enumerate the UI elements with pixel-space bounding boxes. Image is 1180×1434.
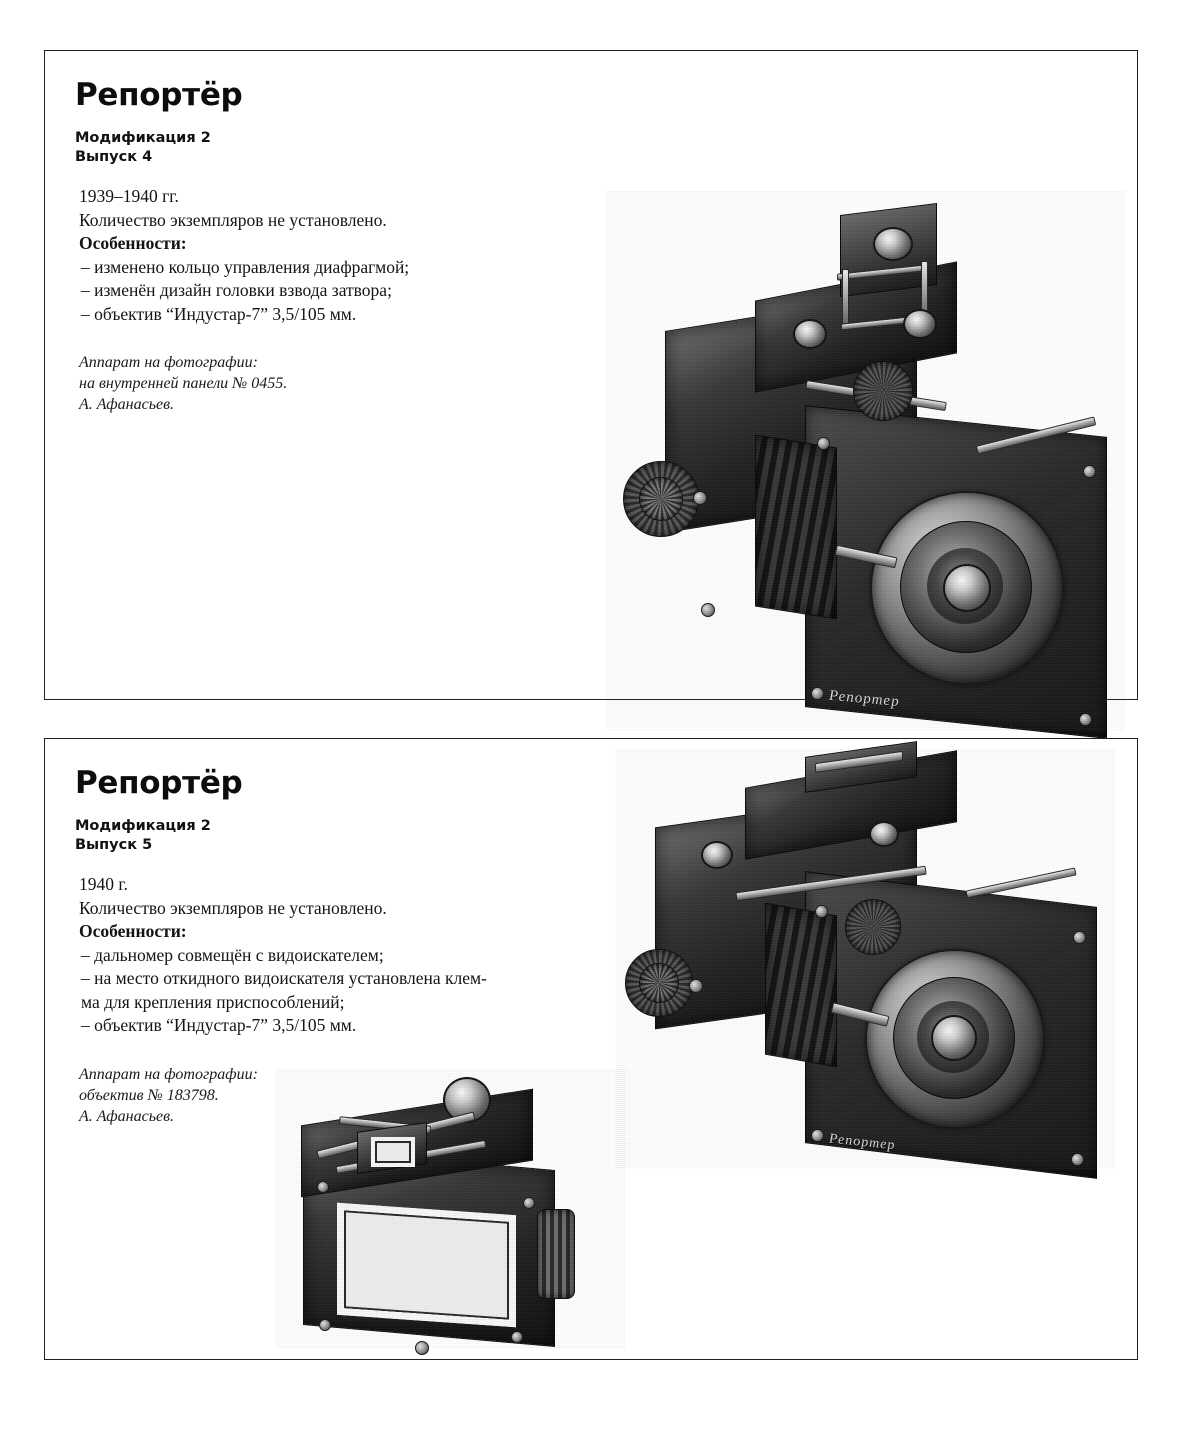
page-title-2: Репортёр bbox=[75, 765, 243, 801]
entry-2-feature-2-cont: ма для крепления приспособлений; bbox=[81, 991, 345, 1012]
entry-1-quantity: Количество экземпляров не установлено. bbox=[79, 209, 387, 230]
camera-photo-reporter-mod2-issue5-back bbox=[275, 1069, 625, 1349]
entry-1-camera-engraving: Репортер bbox=[829, 687, 900, 711]
entry-1-feature-2: – изменён дизайн головки взвода затвора; bbox=[81, 280, 392, 300]
entry-1-note-line-2: на внутренней панели № 0455. bbox=[79, 375, 288, 392]
entry-2-years: 1940 г. bbox=[79, 874, 128, 894]
camera-photo-reporter-mod2-issue5-front bbox=[615, 749, 1115, 1169]
entry-2-feature-1: – дальномер совмещён с видоискателем; bbox=[81, 944, 384, 965]
entry-2-issue: Выпуск 5 bbox=[75, 837, 153, 853]
page-title: Репортёр bbox=[75, 77, 243, 113]
entry-2-feature-3: – объектив “Индустар-7” 3,5/105 мм. bbox=[81, 1015, 357, 1035]
catalog-entry-2 bbox=[44, 738, 1138, 1360]
entry-2-camera-engraving: Репортер bbox=[829, 1131, 896, 1154]
entry-1-note-line-3: А. Афанасьев. bbox=[79, 396, 175, 413]
entry-2-feature-2: – на место откидного видоискателя установлена клем- bbox=[81, 968, 487, 988]
entry-1-feature-3: – объектив “Индустар-7” 3,5/105 мм. bbox=[81, 303, 357, 324]
entry-1-modification: Модификация 2 bbox=[75, 130, 211, 146]
entry-2-note-line-2: объектив № 183798. bbox=[79, 1086, 219, 1104]
camera-photo-reporter-mod2-issue4 bbox=[605, 191, 1125, 731]
entry-2-features-label: Особенности: bbox=[79, 921, 187, 941]
entry-1-note bbox=[75, 352, 685, 415]
entry-1-body bbox=[75, 185, 685, 326]
entry-2-body bbox=[75, 873, 685, 1038]
entry-2-note-line-1: Аппарат на фотографии: bbox=[79, 1065, 258, 1083]
entry-2-quantity: Количество экземпляров не установлено. bbox=[79, 897, 387, 918]
entry-1-text-column bbox=[45, 51, 685, 415]
entry-2-note-line-3: А. Афанасьев. bbox=[79, 1107, 175, 1125]
entry-1-features-label: Особенности: bbox=[79, 233, 187, 253]
entry-1-note-line-1: Аппарат на фотографии: bbox=[79, 354, 258, 371]
entry-2-modification: Модификация 2 bbox=[75, 818, 211, 834]
entry-1-feature-1: – изменено кольцо управления диафрагмой; bbox=[81, 256, 410, 277]
entry-1-issue: Выпуск 4 bbox=[75, 149, 153, 165]
catalog-entry-1 bbox=[44, 50, 1138, 711]
entry-1-years: 1939–1940 гг. bbox=[79, 186, 179, 206]
